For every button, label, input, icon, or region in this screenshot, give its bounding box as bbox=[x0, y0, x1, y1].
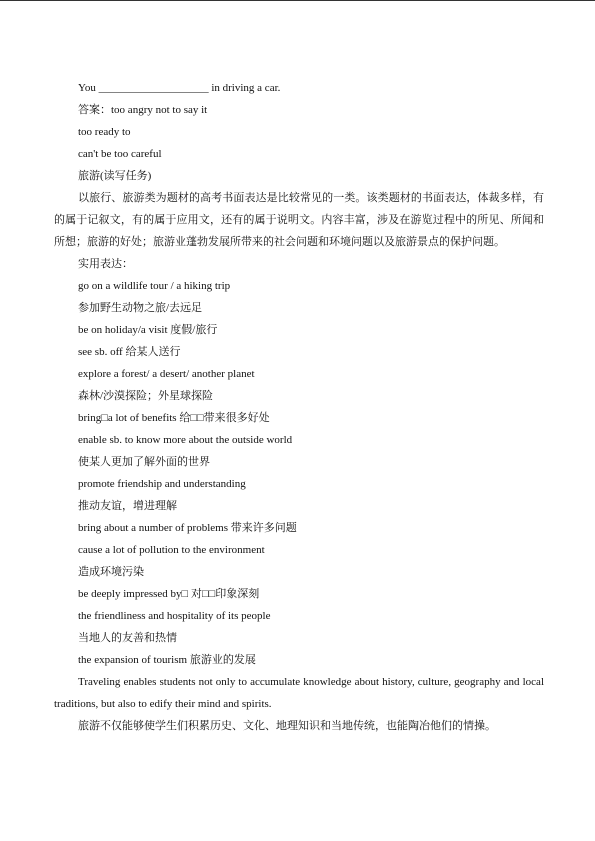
expression-item: the friendliness and hospitality of its people bbox=[78, 610, 271, 622]
expression-item: 推动友谊，增进理解 bbox=[78, 500, 177, 512]
closing-paragraph-english: Traveling enables students not only to accumulate knowledge about history, culture, geography and local traditions, but also to edify their mind and spirits. bbox=[54, 676, 544, 710]
closing-paragraph-chinese: 旅游不仅能够使学生们积累历史、文化、地理知识和当地传统，也能陶冶他们的情操。 bbox=[78, 720, 496, 732]
question-line: You ____________________ in driving a car. bbox=[78, 82, 281, 94]
expression-item: enable sb. to know more about the outside world bbox=[78, 434, 293, 446]
expression-item: be deeply impressed by□ 对□□印象深刻 bbox=[78, 588, 260, 600]
expression-item: 当地人的友善和热情 bbox=[78, 632, 177, 644]
expression-item: 参加野生动物之旅/去远足 bbox=[78, 302, 203, 314]
section-title: 旅游(读写任务) bbox=[78, 170, 152, 182]
expressions-heading: 实用表达： bbox=[78, 258, 133, 270]
expression-item: explore a forest/ a desert/ another planet bbox=[78, 368, 255, 380]
intro-paragraph: 以旅行、旅游类为题材的高考书面表达是比较常见的一类。该类题材的书面表达，体裁多样，有的属于记叙文，有的属于应用文，还有的属于说明文。内容丰富，涉及在游览过程中的所见、所闻和所想；旅游的好处；旅游业蓬勃发展所带来的社会问题和环境问题以及旅游景点的保护问题。 bbox=[54, 192, 544, 248]
expression-item: go on a wildlife tour / a hiking trip bbox=[78, 280, 231, 292]
expression-item: cause a lot of pollution to the environment bbox=[78, 544, 265, 556]
expression-item: see sb. off 给某人送行 bbox=[78, 346, 181, 358]
expression-item: bring□a lot of benefits 给□□带来很多好处 bbox=[78, 412, 270, 424]
answer-line: 答案：too angry not to say it bbox=[78, 104, 208, 116]
expression-item: 使某人更加了解外面的世界 bbox=[78, 456, 210, 468]
top-border-line bbox=[0, 0, 595, 1]
alternative-answer-2: can't be too careful bbox=[78, 148, 162, 160]
document-body bbox=[54, 77, 544, 737]
expression-item: promote friendship and understanding bbox=[78, 478, 246, 490]
expression-item: 森林/沙漠探险；外星球探险 bbox=[78, 390, 214, 402]
expression-item: be on holiday/a visit 度假/旅行 bbox=[78, 324, 218, 336]
expression-item: bring about a number of problems 带来许多问题 bbox=[78, 522, 297, 534]
expression-item: 造成环境污染 bbox=[78, 566, 144, 578]
expression-item: the expansion of tourism 旅游业的发展 bbox=[78, 654, 256, 666]
alternative-answer-1: too ready to bbox=[78, 126, 131, 138]
